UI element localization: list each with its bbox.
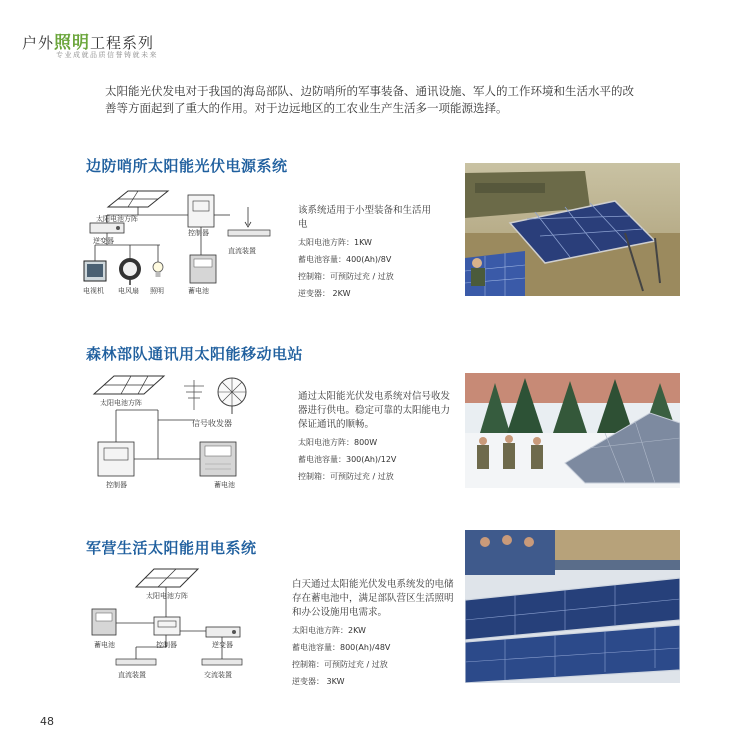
section-3-spec: 蓄电池容量：800(Ah)/48V bbox=[292, 643, 391, 652]
section-2-diagram bbox=[88, 372, 288, 497]
dc-device-icon bbox=[116, 659, 156, 665]
label-light: 照明 bbox=[150, 287, 164, 295]
series-tagline: 专业成就品质信誉铸就未来 bbox=[56, 51, 158, 59]
section-2-lead: 通过太阳能光伏发电系统对信号收发器进行供电。稳定可靠的太阳能电力保证通讯的顺畅。 bbox=[298, 391, 451, 430]
inverter-icon bbox=[206, 627, 240, 637]
section-1-spec: 蓄电池容量：400(Ah)/8V bbox=[298, 255, 392, 264]
section-2-spec: 太阳电池方阵：800W bbox=[298, 438, 378, 447]
antenna-icon bbox=[184, 380, 204, 410]
label-receiver: 信号收发器 bbox=[192, 419, 232, 428]
controller-icon bbox=[154, 617, 180, 635]
soldiers-icon bbox=[465, 530, 555, 575]
section-3-diagram bbox=[86, 565, 286, 685]
section-1-spec: 逆变器： 2KW bbox=[298, 289, 351, 298]
label-controller: 控制器 bbox=[188, 229, 209, 237]
section-2-photo bbox=[465, 373, 680, 488]
series-title-pre: 户外 bbox=[22, 34, 55, 52]
controller-icon bbox=[188, 195, 214, 227]
tv-icon bbox=[84, 261, 106, 281]
page-number: 48 bbox=[40, 715, 54, 728]
ac-device-icon bbox=[202, 659, 242, 665]
battery-icon bbox=[190, 255, 216, 283]
dc-device-icon bbox=[228, 230, 270, 236]
section-1-spec: 控制箱：可预防过充 / 过放 bbox=[298, 272, 394, 281]
section-1-photo bbox=[465, 163, 680, 296]
label-panel: 太阳电池方阵 bbox=[100, 399, 142, 407]
label-dc-device: 直流装置 bbox=[118, 671, 146, 679]
label-panel: 太阳电池方阵 bbox=[96, 215, 138, 223]
series-title-post: 工程系列 bbox=[90, 34, 155, 52]
label-battery: 蓄电池 bbox=[214, 481, 235, 489]
label-panel: 太阳电池方阵 bbox=[146, 592, 188, 600]
section-3-photo bbox=[465, 530, 680, 683]
label-tv: 电视机 bbox=[83, 287, 104, 295]
section-3-spec: 控制箱：可预防过充 / 过放 bbox=[292, 660, 388, 669]
series-title-accent: 照明 bbox=[54, 33, 91, 53]
battery-icon bbox=[200, 442, 236, 476]
label-inverter: 逆变器 bbox=[93, 237, 114, 245]
section-3-spec: 太阳电池方阵：2KW bbox=[292, 626, 366, 635]
label-controller: 控制器 bbox=[106, 481, 127, 489]
section-2-spec: 控制箱：可预防过充 / 过放 bbox=[298, 472, 394, 481]
section-1-description bbox=[298, 204, 440, 302]
label-battery: 蓄电池 bbox=[94, 641, 115, 649]
arrow-icon bbox=[245, 207, 251, 227]
section-3-lead: 白天通过太阳能光伏发电系统发的电储存在蓄电池中，满足部队营区生活照明和办公设施用电需求。 bbox=[292, 579, 454, 618]
section-3-spec: 逆变器： 3KW bbox=[292, 677, 345, 686]
battery-icon bbox=[92, 609, 116, 635]
inverter-icon bbox=[90, 223, 124, 233]
intro-paragraph: 太阳能光伏发电对于我国的海岛部队、边防哨所的军事装备、通讯设施、军人的工作环境和生活水平的改善等方面起到了重大的作用。对于边远地区的工农业生产生活多一项能源选择。 bbox=[105, 84, 634, 115]
fan-icon bbox=[119, 258, 141, 285]
section-1-spec: 太阳电池方阵：1KW bbox=[298, 238, 372, 247]
satellite-dish-icon bbox=[218, 378, 246, 414]
section-1-title: 边防哨所太阳能光伏电源系统 bbox=[86, 157, 288, 175]
page-header bbox=[22, 28, 158, 59]
solar-panel-icon bbox=[94, 376, 164, 394]
section-3-title: 军营生活太阳能用电系统 bbox=[86, 539, 257, 557]
label-dc-device: 直流装置 bbox=[228, 247, 256, 255]
solar-panel-icon bbox=[136, 569, 198, 587]
label-controller: 控制器 bbox=[156, 641, 177, 649]
label-ac-device: 交流装置 bbox=[204, 671, 232, 679]
label-fan: 电风扇 bbox=[118, 287, 139, 295]
solar-panel-icon bbox=[108, 191, 168, 207]
section-3-description bbox=[292, 578, 462, 690]
light-bulb-icon bbox=[153, 262, 163, 277]
section-2-description bbox=[298, 390, 456, 485]
label-battery: 蓄电池 bbox=[188, 287, 209, 295]
section-1-lead: 该系统适用于小型装备和生活用电 bbox=[298, 205, 432, 230]
controller-icon bbox=[98, 442, 134, 476]
section-2-title: 森林部队通讯用太阳能移动电站 bbox=[86, 345, 304, 363]
label-inverter: 逆变器 bbox=[212, 641, 233, 649]
section-2-spec: 蓄电池容量：300(Ah)/12V bbox=[298, 455, 397, 464]
